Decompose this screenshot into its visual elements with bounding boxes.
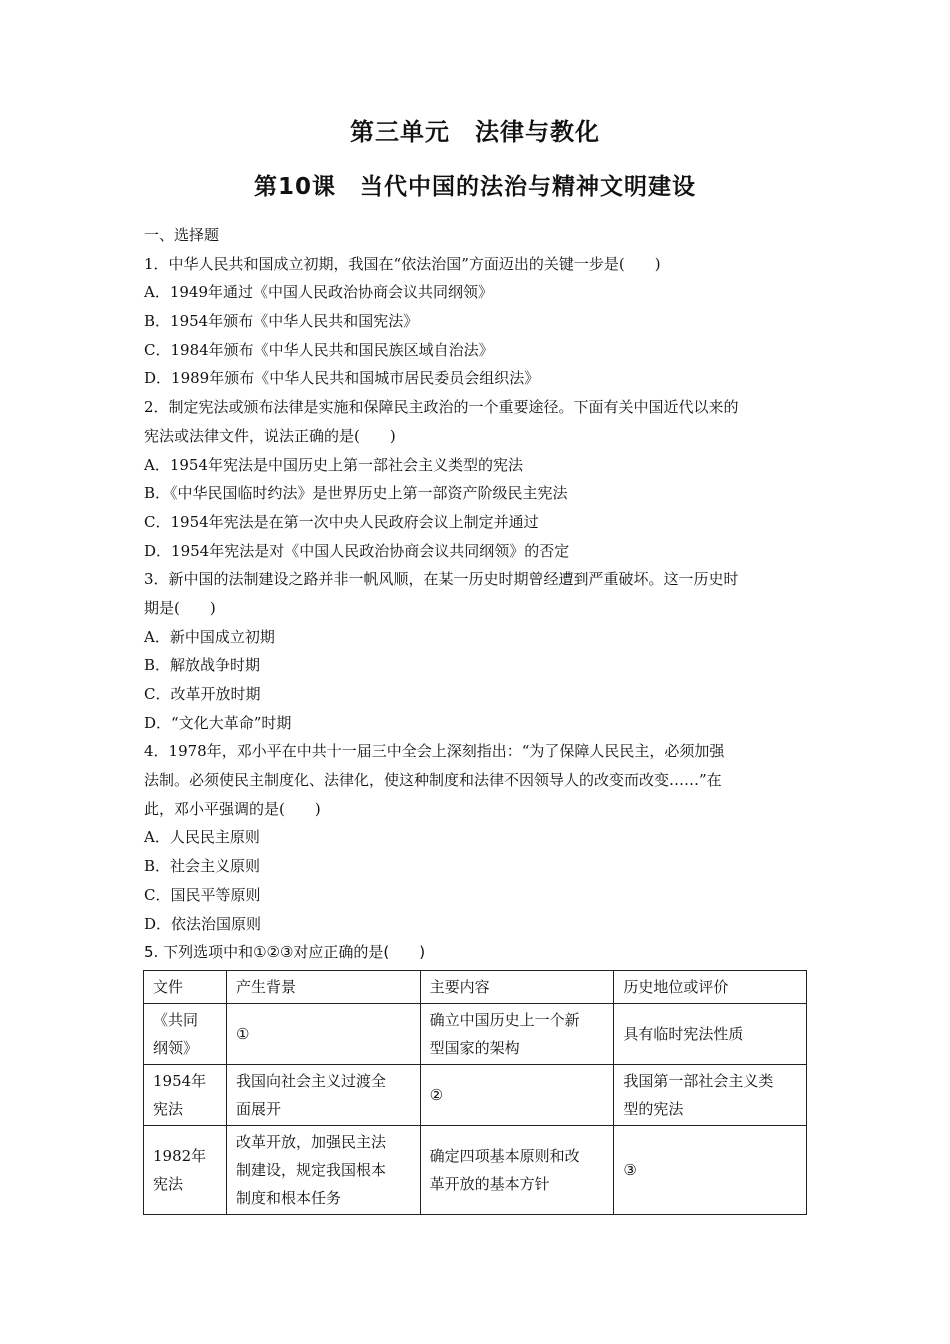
cell-line: 纲领》 [153, 1039, 199, 1057]
table-cell-doc [144, 1065, 227, 1126]
q4-option-c: C．国民平等原则 [144, 885, 261, 904]
q1-stem: 1．中华人民共和国成立初期，我国在“依法治国”方面迈出的关键一步是( ) [144, 254, 661, 273]
unit-title: 第三单元 法律与教化 [350, 118, 600, 146]
cell-line: 确立中国历史上一个新 [429, 1011, 580, 1029]
cell-line: 宪法 [153, 1100, 184, 1118]
table-header-cell: 文件 [144, 971, 227, 1004]
table-header-cell: 产生背景 [226, 971, 420, 1004]
table-cell-evaluation [614, 1065, 807, 1126]
table-cell-doc [144, 1004, 227, 1065]
table-cell-background [226, 1004, 420, 1065]
q1-option-c: C．1984年颁布《中华人民共和国民族区域自治法》 [144, 340, 494, 359]
cell-line: 制度和根本任务 [235, 1189, 341, 1207]
table-header-row [144, 971, 807, 1004]
q2-stem-line-1: 2．制定宪法或颁布法律是实施和保障民主政治的一个重要途径。下面有关中国近代以来的 [144, 398, 739, 417]
q5-stem: 5. 下列选项中和①②③对应正确的是( ) [144, 943, 426, 962]
q2-option-d: D．1954年宪法是对《中国人民政治协商会议共同纲领》的否定 [144, 541, 570, 560]
q3-option-d: D．“文化大革命”时期 [144, 713, 292, 732]
cell-line: 1954年 [153, 1072, 207, 1090]
cell-line: 1982年 [153, 1147, 207, 1165]
q1-option-b: B．1954年颁布《中华人民共和国宪法》 [144, 312, 419, 331]
cell-line: ③ [623, 1161, 637, 1179]
cell-line: 确定四项基本原则和改 [429, 1147, 580, 1165]
q3-stem-line-1: 3．新中国的法制建设之路并非一帆风顺，在某一历史时期曾经遭到严重破坏。这一历史时 [144, 570, 739, 589]
cell-line: 《共同 [153, 1011, 199, 1029]
q4-option-b: B．社会主义原则 [144, 857, 261, 876]
table-cell-background [226, 1126, 420, 1215]
table-cell-doc [144, 1126, 227, 1215]
cell-line: 面展开 [235, 1100, 281, 1118]
q2-option-b: B．《中华民国临时约法》是世界历史上第一部资产阶级民主宪法 [144, 484, 568, 503]
table-cell-evaluation [614, 1004, 807, 1065]
table-header-cell: 主要内容 [420, 971, 614, 1004]
q3-option-a: A．新中国成立初期 [144, 627, 275, 646]
q2-option-a: A．1954年宪法是中国历史上第一部社会主义类型的宪法 [144, 455, 524, 474]
q1-option-d: D．1989年颁布《中华人民共和国城市居民委员会组织法》 [144, 369, 540, 388]
q3-option-c: C．改革开放时期 [144, 685, 261, 703]
cell-line: 宪法 [153, 1175, 184, 1193]
q5-table [143, 970, 807, 1215]
cell-line: 我国向社会主义过渡全 [235, 1072, 386, 1090]
table-cell-content [420, 1065, 614, 1126]
table-row [144, 1126, 807, 1215]
q3-option-b: B．解放战争时期 [144, 656, 261, 675]
q4-stem-line-1: 4．1978年，邓小平在中共十一届三中全会上深刻指出：“为了保障人民民主，必须加强 [144, 742, 725, 761]
cell-line: ② [429, 1086, 444, 1104]
cell-line: 我国第一部社会主义类 [623, 1072, 774, 1090]
q1-option-a: A．1949年通过《中国人民政治协商会议共同纲领》 [144, 283, 494, 302]
table-cell-content [420, 1126, 614, 1215]
question-body [144, 221, 808, 967]
table-cell-evaluation [614, 1126, 807, 1215]
cell-line: 型的宪法 [623, 1100, 684, 1118]
lesson-title: 第10课 当代中国的法治与精神文明建设 [253, 174, 696, 200]
q4-option-a: A．人民民主原则 [144, 828, 260, 847]
cell-line: 具有临时宪法性质 [623, 1025, 744, 1043]
q4-stem-line-3: 此，邓小平强调的是( ) [144, 799, 321, 818]
section-label: 一、选择题 [144, 226, 220, 244]
cell-line: 革开放的基本方针 [429, 1175, 550, 1193]
table-header-cell: 历史地位或评价 [614, 971, 807, 1004]
cell-line: ① [235, 1025, 250, 1043]
table-row [144, 1004, 807, 1065]
q3-stem-line-2: 期是( ) [144, 598, 216, 617]
q4-option-d: D．依法治国原则 [144, 914, 262, 933]
q4-stem-line-2: 法制。必须使民主制度化、法律化，使这种制度和法律不因领导人的改变而改变……”在 [144, 771, 722, 790]
table-row [144, 1065, 807, 1126]
cell-line: 改革开放，加强民主法 [235, 1133, 386, 1151]
table-cell-background [226, 1065, 420, 1126]
cell-line: 型国家的架构 [429, 1039, 520, 1057]
cell-line: 制建设，规定我国根本 [235, 1161, 386, 1179]
q2-stem-line-2: 宪法或法律文件，说法正确的是( ) [144, 426, 396, 445]
q2-option-c: C．1954年宪法是在第一次中央人民政府会议上制定并通过 [144, 512, 539, 531]
table-cell-content [420, 1004, 614, 1065]
